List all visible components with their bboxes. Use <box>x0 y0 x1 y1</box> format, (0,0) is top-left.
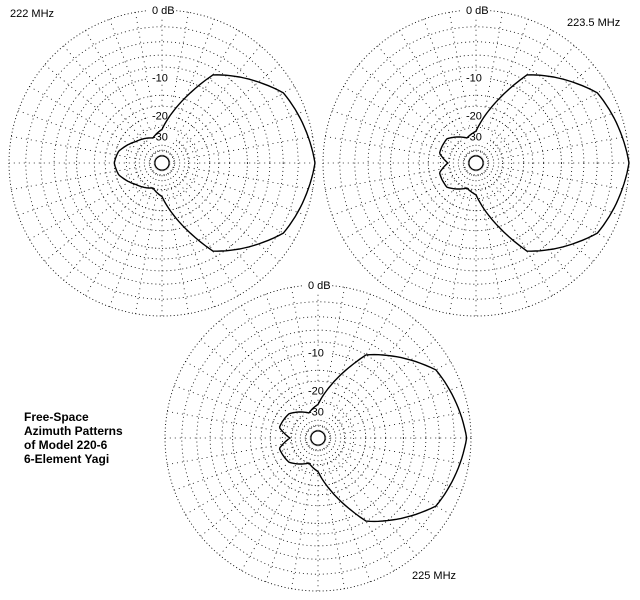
frequency-label-222: 222 MHz <box>10 8 55 20</box>
grid-spoke <box>319 445 344 589</box>
grid-ring-minor <box>419 106 533 220</box>
grid-spoke <box>165 170 215 307</box>
grid-ring <box>323 10 629 316</box>
grid-spoke <box>359 168 471 262</box>
grid-ring-minor <box>464 151 488 175</box>
ring-label: -20 <box>308 385 324 398</box>
grid-spoke <box>169 111 306 161</box>
grid-spoke <box>483 111 620 161</box>
caption-line-4: 6-Element Yagi <box>24 452 110 466</box>
polar-plot-1 <box>323 4 629 316</box>
grid-spoke <box>479 170 529 307</box>
ring-label: -10 <box>466 72 482 85</box>
frequency-label-223-5: 223.5 MHz <box>567 17 621 29</box>
grid-spoke <box>323 321 417 433</box>
grid-spoke <box>168 168 280 262</box>
grid-spoke <box>323 444 417 556</box>
grid-spoke <box>11 164 155 189</box>
grid-spoke <box>482 168 594 262</box>
grid-spoke <box>169 166 306 216</box>
grid-ring-minor <box>182 302 454 574</box>
grid-spoke <box>332 111 469 161</box>
grid-ring-minor <box>340 27 612 299</box>
grid-spoke <box>163 170 188 314</box>
grid-spoke <box>64 169 158 281</box>
grid-ring <box>391 78 562 249</box>
grid-spoke <box>18 166 155 216</box>
grid-ring <box>233 353 404 524</box>
center-ring <box>155 156 169 170</box>
ring-label: 0 dB <box>466 5 489 17</box>
grid-ring-minor <box>306 426 330 450</box>
grid-spoke <box>483 164 627 189</box>
grid-ring-minor <box>368 55 584 271</box>
grid-ring-minor <box>26 27 298 299</box>
grid-spoke <box>321 445 371 582</box>
grid-spoke <box>325 386 462 436</box>
grid-spoke <box>480 31 553 157</box>
grid-spoke <box>242 306 315 432</box>
grid-spoke <box>30 87 156 160</box>
grid-spoke <box>168 87 294 160</box>
grid-spoke <box>266 445 316 582</box>
grid-spoke <box>45 168 157 262</box>
center-ring <box>469 156 483 170</box>
grid-spoke <box>169 164 313 189</box>
grid-spoke <box>322 444 395 570</box>
ring-label: -30 <box>152 131 168 144</box>
ring-label: 0 dB <box>308 280 331 292</box>
grid-ring <box>449 136 502 189</box>
grid-spoke <box>18 111 155 161</box>
grid-spoke <box>166 31 239 157</box>
grid-ring-minor <box>210 330 426 546</box>
grid-ring <box>165 285 471 591</box>
center-ring <box>311 431 325 445</box>
ring-label: -10 <box>308 347 324 360</box>
grid-spoke <box>220 444 314 556</box>
ring-label: -20 <box>466 110 482 123</box>
ring-label: -20 <box>152 110 168 123</box>
grid-spoke <box>324 443 436 537</box>
grid-spoke <box>481 169 575 281</box>
grid-spoke <box>110 170 160 307</box>
caption-line-3: of Model 220-6 <box>24 438 108 452</box>
grid-spoke <box>480 169 553 295</box>
grid-ring-minor <box>105 106 219 220</box>
grid-spoke <box>166 169 239 295</box>
grid-spoke <box>359 65 471 159</box>
caption-line-2: Azimuth Patterns <box>24 424 123 438</box>
grid-spoke <box>11 136 155 161</box>
polar-plot-0 <box>9 4 315 316</box>
grid-spoke <box>332 166 469 216</box>
grid-ring <box>428 115 523 210</box>
grid-spoke <box>477 170 502 314</box>
grid-spoke <box>291 445 316 589</box>
grid-spoke <box>135 170 160 314</box>
grid-spoke <box>483 136 627 161</box>
grid-ring <box>291 411 344 464</box>
grid-spoke <box>168 167 294 240</box>
ring-label: -30 <box>308 406 324 419</box>
frequency-label-225: 225 MHz <box>412 570 457 582</box>
figure-caption <box>24 410 123 466</box>
grid-spoke <box>169 136 313 161</box>
grid-spoke <box>325 164 469 189</box>
grid-spoke <box>186 362 312 435</box>
grid-spoke <box>325 439 469 464</box>
grid-ring <box>9 10 315 316</box>
grid-spoke <box>325 136 469 161</box>
grid-spoke <box>168 65 280 159</box>
grid-spoke <box>220 321 314 433</box>
grid-spoke <box>325 411 469 436</box>
grid-spoke <box>400 31 473 157</box>
ring-label: -10 <box>152 72 168 85</box>
grid-spoke <box>482 65 594 159</box>
grid-spoke <box>378 46 472 158</box>
grid-spoke <box>167 439 311 464</box>
grid-spoke <box>64 46 158 158</box>
ring-label: 0 dB <box>152 5 175 17</box>
grid-spoke <box>378 169 472 281</box>
grid-ring-minor <box>54 55 270 271</box>
polar-plot-2 <box>165 279 471 591</box>
grid-spoke <box>201 340 313 434</box>
grid-spoke <box>45 65 157 159</box>
grid-spoke <box>481 46 575 158</box>
grid-spoke <box>322 306 395 432</box>
radiation-pattern <box>280 355 467 522</box>
caption-line-1: Free-Space <box>24 410 89 424</box>
grid-spoke <box>344 87 470 160</box>
grid-ring <box>77 78 248 249</box>
grid-spoke <box>325 441 462 491</box>
grid-ring <box>135 136 188 189</box>
grid-spoke <box>167 411 311 436</box>
grid-spoke <box>174 441 311 491</box>
grid-spoke <box>324 340 436 434</box>
ring-label: -30 <box>466 131 482 144</box>
grid-ring-minor <box>150 151 174 175</box>
grid-spoke <box>201 443 313 537</box>
grid-spoke <box>424 170 474 307</box>
grid-ring-minor <box>261 381 375 495</box>
grid-spoke <box>174 386 311 436</box>
grid-spoke <box>483 166 620 216</box>
